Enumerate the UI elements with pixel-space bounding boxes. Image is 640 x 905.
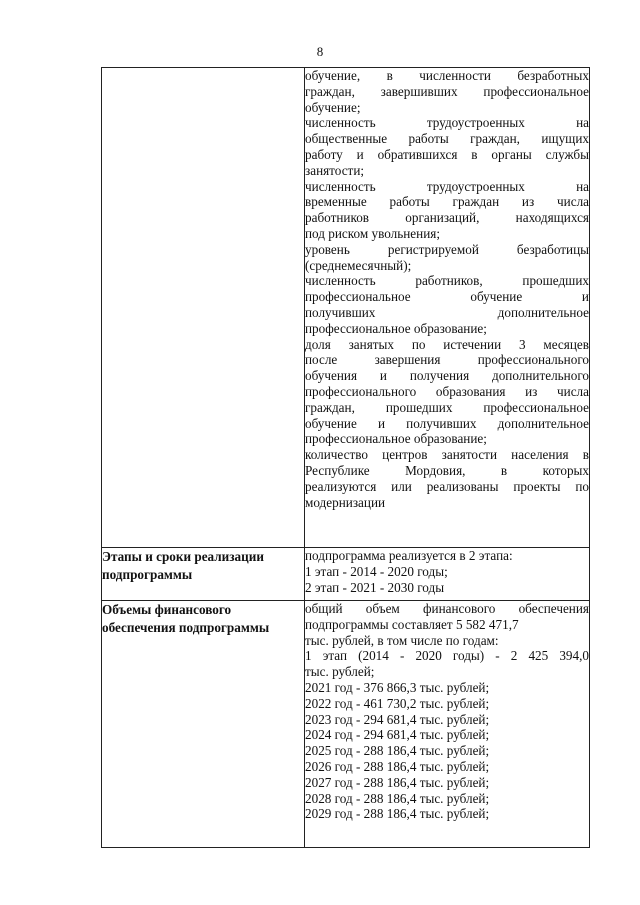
text-line: 2027 год - 288 186,4 тыс. рублей;: [305, 774, 490, 790]
text-line: (среднемесячный);: [305, 257, 412, 273]
text-line: профессиональное образование;: [305, 431, 487, 447]
text-line: граждан, завершивших профессиональное: [305, 83, 589, 99]
text-line: уровень регистрируемой безработицы: [305, 241, 589, 257]
text-line: доля занятых по истечении 3 месяцев: [305, 336, 589, 352]
page-number: 8: [316, 44, 324, 59]
text-line: обучение;: [305, 99, 361, 115]
text-line: профессиональное образование;: [305, 320, 487, 336]
text-line: тыс. рублей;: [305, 664, 375, 680]
text-line: профессионального образования из числа: [305, 383, 589, 399]
row-content: [305, 601, 590, 848]
text-line: обучение и получивших дополнительное: [305, 415, 589, 431]
text-line: тыс. рублей, в том числе по годам:: [305, 632, 499, 648]
text-line: работников организаций, находящихся: [305, 210, 589, 226]
text-line: модернизации: [305, 494, 386, 510]
text-line: подпрограммы составляет 5 582 471,7: [305, 616, 519, 632]
text-line: 1 этап (2014 - 2020 годы) - 2 425 394,0: [305, 648, 589, 664]
text-line: работу и обратившихся в органы службы: [305, 146, 589, 162]
text-line: 2022 год - 461 730,2 тыс. рублей;: [305, 695, 490, 711]
text-line: 2029 год - 288 186,4 тыс. рублей;: [305, 806, 490, 822]
text-line: обучения и получения дополнительного: [305, 368, 589, 384]
table-row: [102, 601, 590, 848]
row-label: [102, 68, 305, 548]
text-line: 2028 год - 288 186,4 тыс. рублей;: [305, 790, 490, 806]
text-line: общественные работы граждан, ищущих: [305, 131, 589, 147]
table-row: [102, 548, 590, 601]
passport-table: [101, 67, 590, 848]
text-line: 2025 год - 288 186,4 тыс. рублей;: [305, 743, 490, 759]
text-line: под риском увольнения;: [305, 225, 441, 241]
text-line: после завершения профессионального: [305, 352, 589, 368]
text-line: 2024 год - 294 681,4 тыс. рублей;: [305, 727, 490, 743]
row-content: [305, 68, 590, 548]
text-line: Республике Мордовия, в которых: [305, 462, 589, 478]
text-line: 2021 год - 376 866,3 тыс. рублей;: [305, 679, 490, 695]
text-line: профессиональное обучение и: [305, 289, 589, 305]
row-content: [305, 548, 590, 601]
row-label: Этапы и сроки реализации подпрограммы: [102, 548, 305, 601]
text-line: реализуются или реализованы проекты по: [305, 478, 589, 494]
text-line: численность трудоустроенных на: [305, 115, 589, 131]
text-line: обучение, в численности безработных: [305, 68, 589, 83]
text-line: количество центров занятости населения в: [305, 447, 589, 463]
text-line: 2 этап - 2021 - 2030 годы: [305, 579, 445, 595]
text-line: численность трудоустроенных на: [305, 178, 589, 194]
text-line: численность работников, прошедших: [305, 273, 589, 289]
row-label: Объемы финансового обеспечения подпрограммы: [102, 601, 305, 848]
text-line: граждан, прошедших профессиональное: [305, 399, 589, 415]
table-row: [102, 68, 590, 548]
text-line: общий объем финансового обеспечения: [305, 601, 589, 616]
text-line: получивших дополнительное: [305, 304, 589, 320]
text-line: 2023 год - 294 681,4 тыс. рублей;: [305, 711, 490, 727]
text-line: 2026 год - 288 186,4 тыс. рублей;: [305, 758, 490, 774]
text-line: временные работы граждан из числа: [305, 194, 589, 210]
text-line: подпрограмма реализуется в 2 этапа:: [305, 548, 513, 563]
text-line: занятости;: [305, 162, 365, 178]
text-line: 1 этап - 2014 - 2020 годы;: [305, 563, 448, 579]
